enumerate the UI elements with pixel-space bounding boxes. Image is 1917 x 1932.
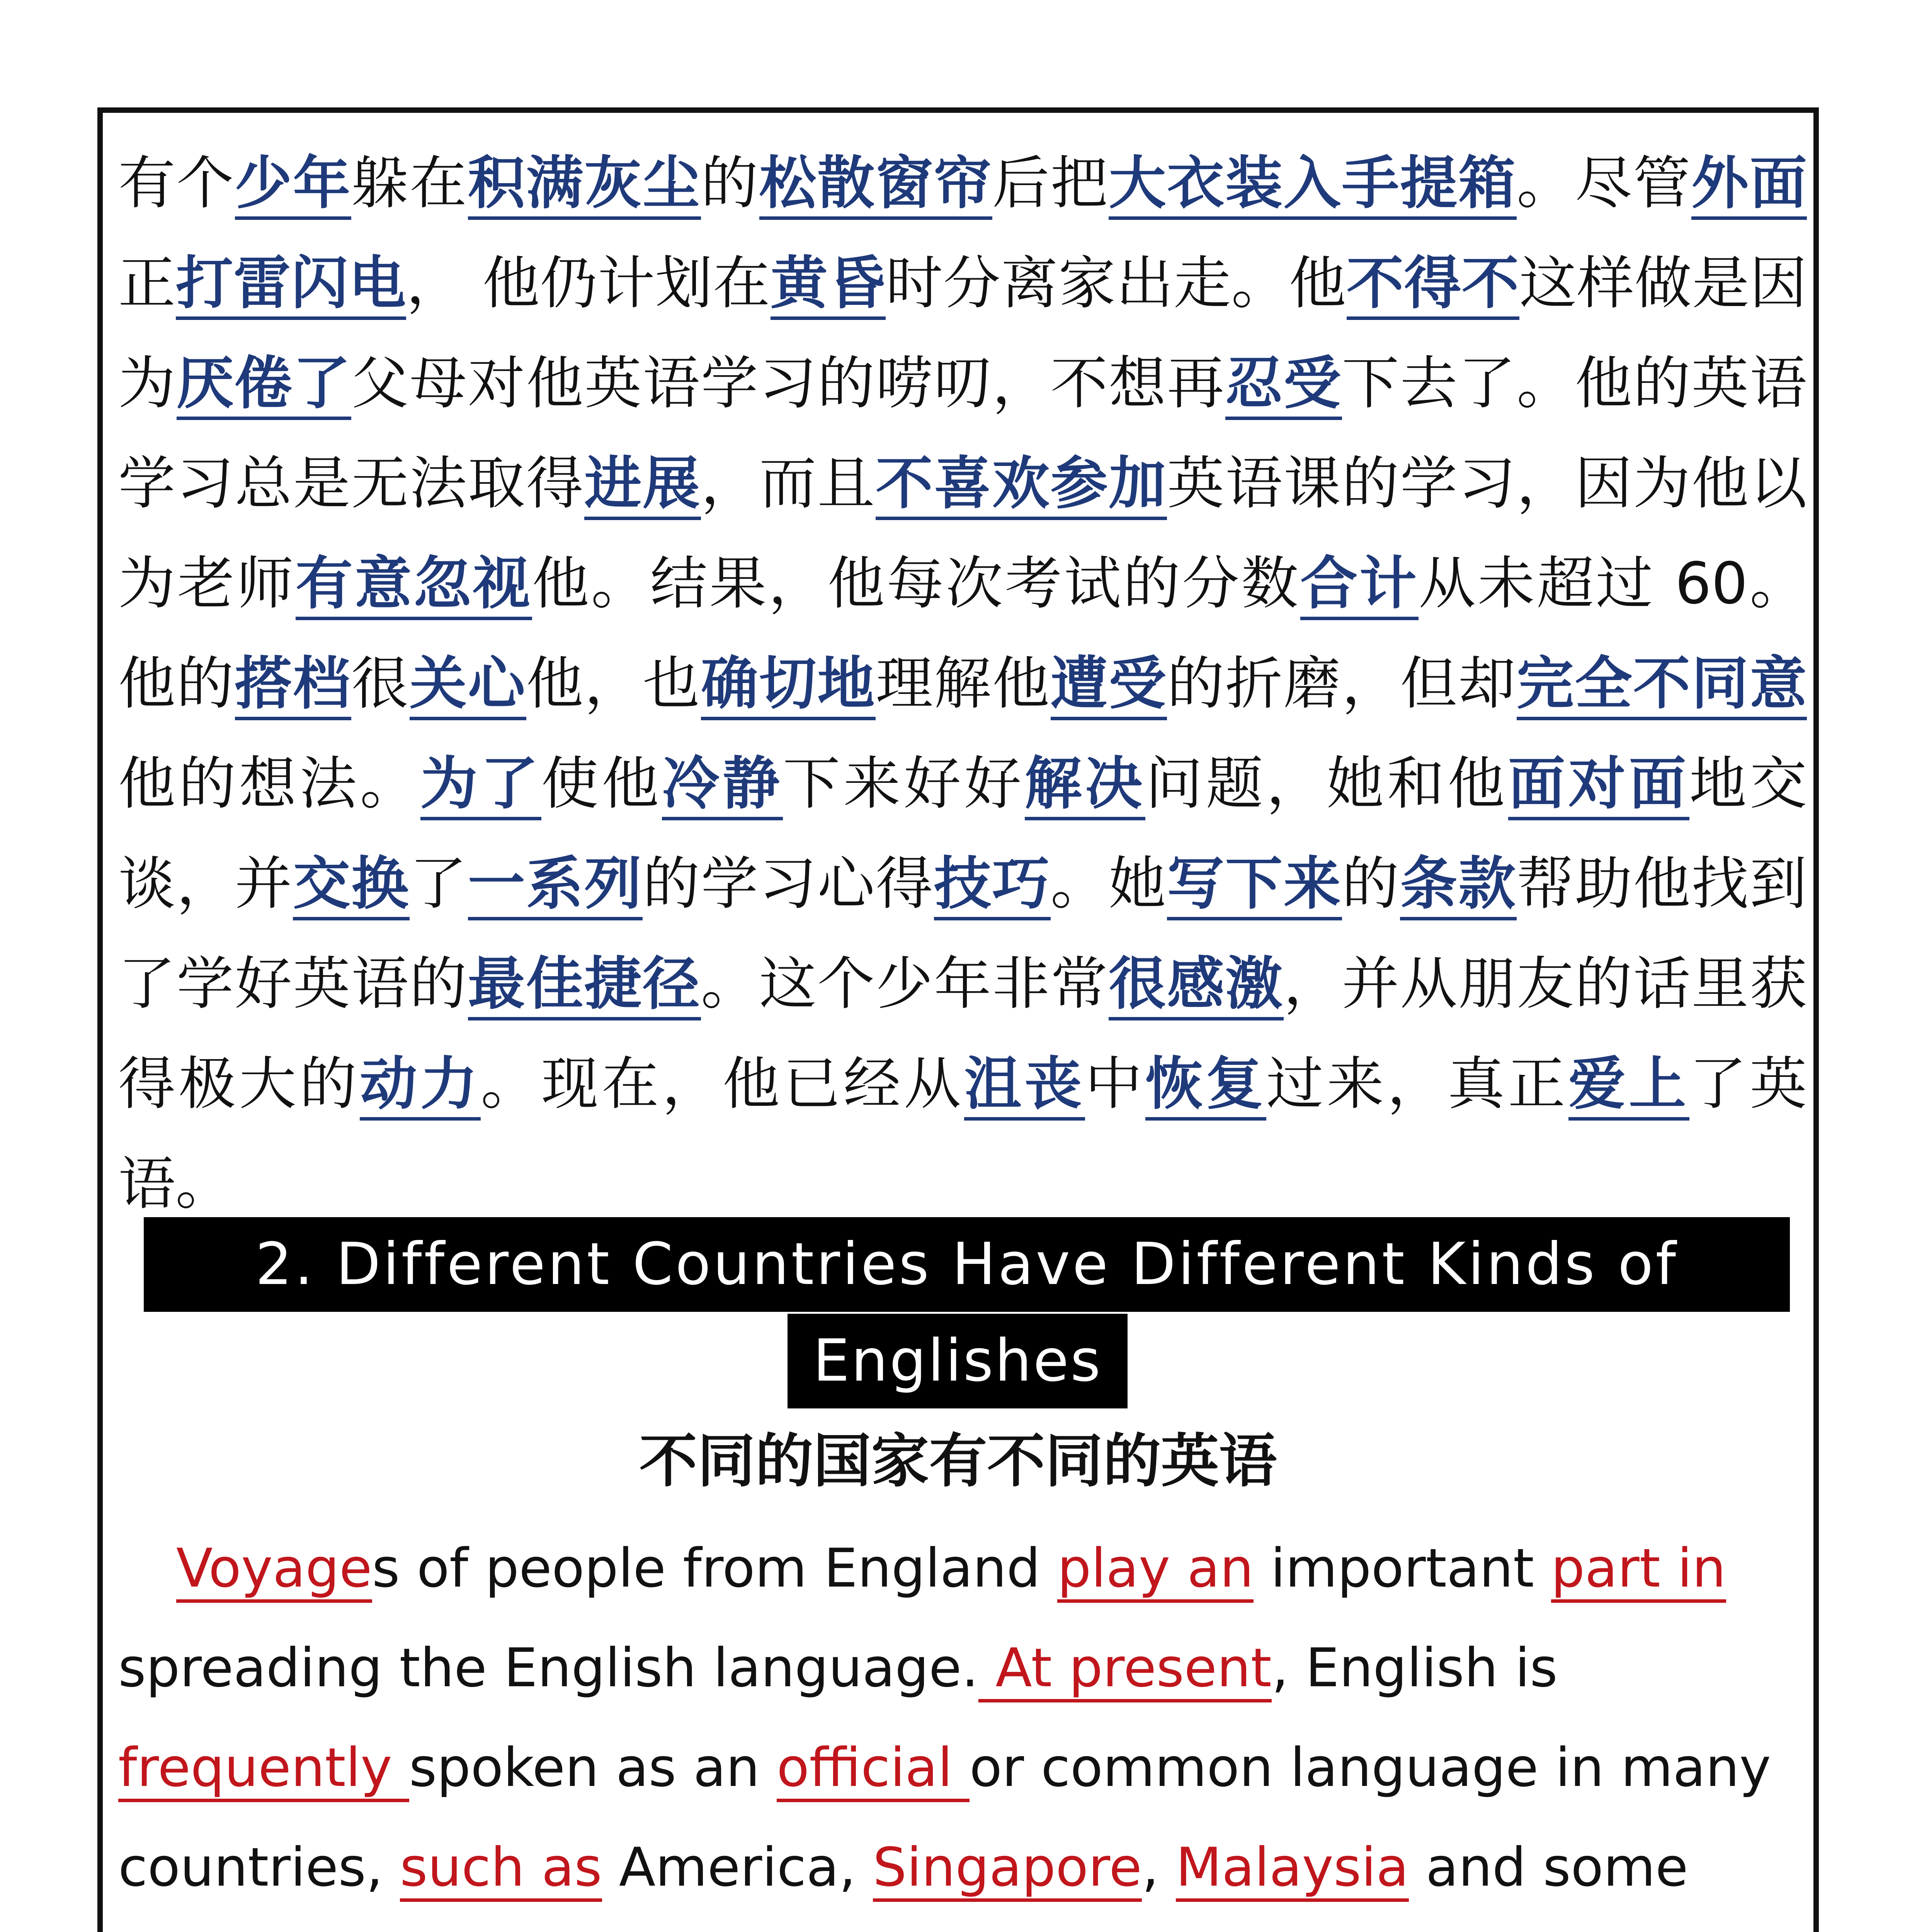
en-text: spreading the English language. xyxy=(118,1637,979,1699)
cn-text: ，而且 xyxy=(701,450,876,517)
cn-text: 英语课的学习，因为他以为老师 xyxy=(118,450,1807,617)
cn-text: 理解他 xyxy=(876,650,1051,717)
cn-keyword: 条款 xyxy=(1400,850,1517,920)
en-keyword: frequently xyxy=(118,1736,409,1802)
cn-keyword: 积满灰尘 xyxy=(468,150,701,220)
en-keyword: Singapore xyxy=(873,1836,1142,1902)
cn-keyword: 关心 xyxy=(410,650,526,720)
cn-text: 下去了。他的英语学习总是无法取得 xyxy=(118,350,1807,517)
cn-keyword: 忍受 xyxy=(1225,350,1342,420)
cn-text: 他，也 xyxy=(526,650,701,717)
cn-text: 父母对他英语学习的唠叨，不想再 xyxy=(351,350,1225,417)
cn-text: ，并从朋友的话里获得极大的 xyxy=(118,951,1807,1117)
cn-keyword: 恢复 xyxy=(1145,1051,1266,1121)
cn-keyword: 搭档 xyxy=(235,650,352,720)
cn-keyword: 进展 xyxy=(584,450,701,520)
cn-text: ， 他仍计划在 xyxy=(406,250,771,316)
cn-text: 。现在，他已经从 xyxy=(481,1051,964,1117)
en-keyword: such as xyxy=(400,1836,602,1902)
cn-keyword: 不得不 xyxy=(1347,250,1519,320)
chinese-passage xyxy=(118,133,1807,1234)
cn-keyword: 一系列 xyxy=(468,850,643,920)
cn-text: 地交谈，并 xyxy=(118,750,1807,917)
cn-text: 。她 xyxy=(1050,850,1167,917)
cn-keyword: 有意忽视 xyxy=(296,550,532,620)
cn-keyword: 交换 xyxy=(293,850,410,920)
cn-text: 过来，真正 xyxy=(1266,1051,1568,1117)
cn-keyword: 遭受 xyxy=(1051,650,1167,720)
en-keyword: Voyage xyxy=(176,1537,372,1603)
cn-keyword: 为了 xyxy=(420,750,541,820)
cn-keyword: 大衣装入手提箱 xyxy=(1109,150,1517,220)
en-text: or common language in many countries, xyxy=(118,1736,1771,1898)
section-title-line-1: 2. Different Countries Have Different Kinds of xyxy=(144,1217,1790,1312)
en-keyword: part in xyxy=(1551,1537,1726,1603)
cn-keyword: 松散窗帘 xyxy=(759,150,992,220)
section-subtitle-chinese: 不同的国家有不同的英语 xyxy=(639,1428,1277,1495)
cn-keyword: 不喜欢参加 xyxy=(876,450,1167,520)
cn-text: 帮助他找到了学好英语的 xyxy=(118,850,1807,1017)
cn-keyword: 冷静 xyxy=(662,750,783,820)
en-text: important xyxy=(1254,1537,1551,1599)
cn-keyword: 确切地 xyxy=(701,650,876,720)
cn-keyword: 最佳捷径 xyxy=(468,951,701,1020)
cn-text: 。尽管 xyxy=(1516,150,1692,216)
cn-keyword: 合计 xyxy=(1300,550,1419,620)
en-text: , English is xyxy=(1271,1637,1558,1699)
en-keyword: At present xyxy=(978,1637,1271,1702)
cn-keyword: 厌倦了 xyxy=(177,350,351,420)
cn-text: 他。结果，他每次考试的分数 xyxy=(532,550,1301,617)
cn-text: 的 xyxy=(701,150,759,216)
en-text: America, xyxy=(602,1836,873,1898)
cn-text: 的学习心得 xyxy=(643,850,934,917)
cn-keyword: 外面 xyxy=(1691,150,1807,220)
cn-keyword: 面对面 xyxy=(1508,750,1689,820)
en-text: s of people from England xyxy=(372,1537,1058,1599)
cn-text: 中 xyxy=(1085,1051,1146,1117)
cn-text: 的 xyxy=(1342,850,1400,917)
cn-keyword: 很感激 xyxy=(1109,951,1283,1020)
cn-keyword: 少年 xyxy=(235,150,352,220)
en-keyword: play an xyxy=(1057,1537,1254,1603)
cn-text: 正 xyxy=(118,250,176,316)
cn-keyword: 技巧 xyxy=(934,850,1051,920)
cn-text: 很 xyxy=(351,650,410,717)
cn-text: 从未超过 60。他的 xyxy=(118,550,1807,717)
cn-text: 的折磨，但却 xyxy=(1167,650,1517,717)
cn-keyword: 爱上 xyxy=(1568,1051,1689,1121)
cn-text: 躲在 xyxy=(351,150,468,216)
en-text: and some xyxy=(1408,1836,1688,1898)
cn-keyword: 黄昏 xyxy=(771,250,886,320)
cn-text: 下来好好 xyxy=(783,750,1025,817)
cn-text: 时分离家出走。他 xyxy=(886,250,1347,316)
en-text: spoken as an xyxy=(409,1736,777,1799)
cn-text: 这样做是因为 xyxy=(118,250,1807,417)
section-title-line-2: Englishes xyxy=(788,1314,1128,1408)
cn-keyword: 完全不同意 xyxy=(1517,650,1807,720)
cn-keyword: 打雷闪电 xyxy=(176,250,406,320)
cn-keyword: 写下来 xyxy=(1167,850,1342,920)
en-keyword: official xyxy=(777,1736,970,1802)
cn-text: 他的想法。 xyxy=(118,750,420,817)
cn-keyword: 沮丧 xyxy=(964,1051,1085,1121)
en-text: , xyxy=(1142,1836,1176,1898)
cn-text: 了英语。 xyxy=(118,1051,1807,1217)
cn-text: 问题，她和他 xyxy=(1145,750,1508,817)
english-passage xyxy=(118,1519,1807,1932)
cn-text: 后把 xyxy=(992,150,1109,216)
cn-text: 使他 xyxy=(541,750,662,817)
en-keyword: Malaysia xyxy=(1176,1836,1409,1902)
cn-text: 有个 xyxy=(118,150,235,216)
cn-text: 了 xyxy=(409,850,468,917)
cn-keyword: 动力 xyxy=(360,1051,481,1121)
cn-keyword: 解决 xyxy=(1025,750,1146,820)
cn-text: 。这个少年非常 xyxy=(701,951,1109,1017)
